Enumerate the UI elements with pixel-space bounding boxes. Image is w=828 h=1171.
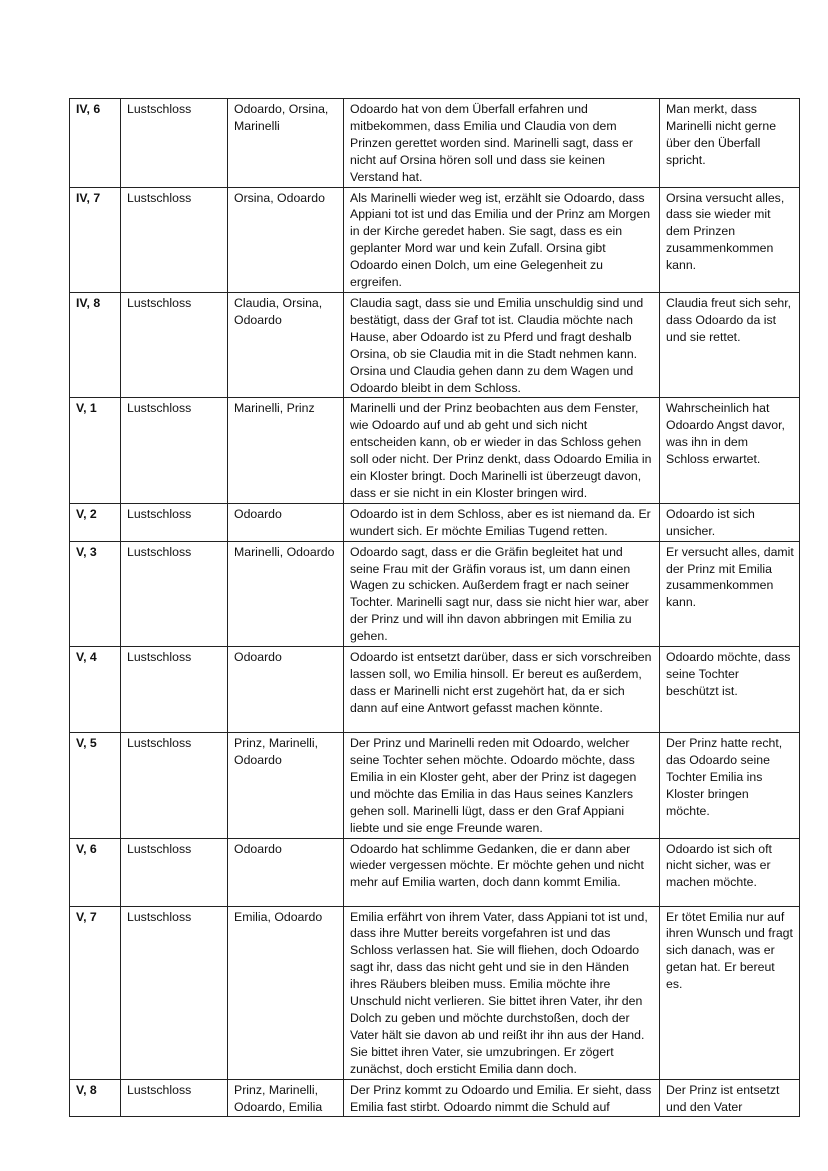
scene-persons: Odoardo	[228, 503, 344, 541]
scene-content: Odoardo ist entsetzt darüber, dass er sich vorschreiben lassen soll, wo Emilia hinsoll. Er bereut es außerdem, dass er Marinelli nicht erst zugehört hat, da er sich dann auf eine Antwort gefasst machen könnte.	[344, 647, 660, 733]
scene-persons: Marinelli, Prinz	[228, 398, 344, 503]
scene-place: Lustschloss	[121, 1079, 228, 1117]
table-row	[70, 503, 800, 541]
scene-number: V, 4	[70, 647, 121, 733]
scene-place: Lustschloss	[121, 99, 228, 188]
table-row	[70, 541, 800, 646]
scene-note: Odoardo möchte, dass seine Tochter beschützt ist.	[660, 647, 800, 733]
scene-content: Claudia sagt, dass sie und Emilia unschuldig sind und bestätigt, dass der Graf tot ist. Claudia möchte nach Hause, aber Odoardo ist zu Pferd und fragt deshalb Orsina, ob sie Claudia mit in die Stadt nehmen kann. Orsina und Claudia gehen dann zu dem Wagen und Odoardo bleibt in dem Schloss.	[344, 292, 660, 397]
scene-content: Odoardo sagt, dass er die Gräfin begleitet hat und seine Frau mit der Gräfin voraus ist, um dann einen Wagen zu schicken. Außerdem fragt er nach seiner Tochter. Marinelli sagt nur, dass sie nicht hier war, aber der Prinz und will ihn davon abbringen mit Emilia zu gehen.	[344, 541, 660, 646]
scene-persons: Odoardo	[228, 647, 344, 733]
table-row	[70, 292, 800, 397]
scene-content: Marinelli und der Prinz beobachten aus dem Fenster, wie Odoardo auf und ab geht und sich nicht entscheiden kann, ob er wieder in das Schloss gehen soll oder nicht. Der Prinz denkt, dass Odoardo Emilia in ein Kloster bringt. Doch Marinelli ist überzeugt davon, dass er sie nicht in ein Kloster bringen wird.	[344, 398, 660, 503]
scene-place: Lustschloss	[121, 541, 228, 646]
table-row	[70, 398, 800, 503]
table-row	[70, 187, 800, 292]
scene-content: Emilia erfährt von ihrem Vater, dass Appiani tot ist und, dass ihre Mutter bereits vorgefahren ist und das Schloss verlassen hat. Sie will fliehen, doch Odoardo sagt ihr, dass das nicht geht und sie in den Händen ihres Räubers bleiben muss. Emilia möchte ihre Unschuld nicht verlieren. Sie bittet ihren Vater, ihr den Dolch zu geben und möchte durchstoßen, doch der Vater hält sie davon ab und reißt ihr ihn aus der Hand. Sie bittet ihren Vater, sie umzubringen. Er zögert zunächst, doch ersticht Emilia dann doch.	[344, 906, 660, 1079]
scene-number: V, 7	[70, 906, 121, 1079]
scene-content: Odoardo hat von dem Überfall erfahren und mitbekommen, dass Emilia und Claudia von dem Prinzen gerettet worden sind. Marinelli sagt, dass er nicht auf Orsina hören soll und dass sie keinen Verstand hat.	[344, 99, 660, 188]
scene-persons: Orsina, Odoardo	[228, 187, 344, 292]
table-row	[70, 838, 800, 906]
scene-content: Odoardo hat schlimme Gedanken, die er dann aber wieder vergessen möchte. Er möchte gehen und nicht mehr auf Emilia warten, doch dann kommt Emilia.	[344, 838, 660, 906]
table-row	[70, 1079, 800, 1117]
scene-number: V, 5	[70, 733, 121, 838]
scene-persons: Odoardo, Orsina, Marinelli	[228, 99, 344, 188]
scene-content: Als Marinelli wieder weg ist, erzählt sie Odoardo, dass Appiani tot ist und das Emilia und der Prinz am Morgen in der Kirche geredet haben. Sie sagt, dass es ein geplanter Mord war und kein Zufall. Orsina gibt Odoardo einen Dolch, um eine Gelegenheit zu ergreifen.	[344, 187, 660, 292]
scene-persons: Prinz, Marinelli, Odoardo, Emilia	[228, 1079, 344, 1117]
scene-number: V, 8	[70, 1079, 121, 1117]
scene-place: Lustschloss	[121, 733, 228, 838]
scene-place: Lustschloss	[121, 187, 228, 292]
scene-place: Lustschloss	[121, 838, 228, 906]
scene-note: Odoardo ist sich oft nicht sicher, was er machen möchte.	[660, 838, 800, 906]
scene-note: Der Prinz ist entsetzt und den Vater	[660, 1079, 800, 1117]
scene-number: IV, 8	[70, 292, 121, 397]
scene-content: Der Prinz und Marinelli reden mit Odoardo, welcher seine Tochter sehen möchte. Odoardo möchte, dass Emilia in ein Kloster geht, aber der Prinz ist dagegen und möchte das Emilia in das Haus seines Kanzlers gehen soll. Marinelli lügt, dass er den Graf Appiani liebte und sie enge Freunde waren.	[344, 733, 660, 838]
table-row	[70, 733, 800, 838]
scene-table	[69, 98, 800, 1117]
table-row	[70, 99, 800, 188]
scene-note: Der Prinz hatte recht, das Odoardo seine Tochter Emilia ins Kloster bringen möchte.	[660, 733, 800, 838]
scene-note: Odoardo ist sich unsicher.	[660, 503, 800, 541]
table-row	[70, 647, 800, 733]
scene-place: Lustschloss	[121, 398, 228, 503]
scene-place: Lustschloss	[121, 292, 228, 397]
table-row	[70, 906, 800, 1079]
scene-persons: Emilia, Odoardo	[228, 906, 344, 1079]
scene-note: Er versucht alles, damit der Prinz mit Emilia zusammenkommen kann.	[660, 541, 800, 646]
scene-persons: Claudia, Orsina, Odoardo	[228, 292, 344, 397]
scene-number: IV, 6	[70, 99, 121, 188]
scene-note: Orsina versucht alles, dass sie wieder mit dem Prinzen zusammenkommen kann.	[660, 187, 800, 292]
scene-number: V, 6	[70, 838, 121, 906]
scene-note: Man merkt, dass Marinelli nicht gerne über den Überfall spricht.	[660, 99, 800, 188]
scene-note: Wahrscheinlich hat Odoardo Angst davor, was ihn in dem Schloss erwartet.	[660, 398, 800, 503]
scene-note: Er tötet Emilia nur auf ihren Wunsch und fragt sich danach, was er getan hat. Er bereut es.	[660, 906, 800, 1079]
scene-number: V, 3	[70, 541, 121, 646]
scene-persons: Marinelli, Odoardo	[228, 541, 344, 646]
scene-persons: Odoardo	[228, 838, 344, 906]
scene-number: IV, 7	[70, 187, 121, 292]
scene-place: Lustschloss	[121, 503, 228, 541]
scene-place: Lustschloss	[121, 906, 228, 1079]
scene-note: Claudia freut sich sehr, dass Odoardo da ist und sie rettet.	[660, 292, 800, 397]
scene-place: Lustschloss	[121, 647, 228, 733]
scene-persons: Prinz, Marinelli, Odoardo	[228, 733, 344, 838]
scene-number: V, 2	[70, 503, 121, 541]
scene-content: Odoardo ist in dem Schloss, aber es ist niemand da. Er wundert sich. Er möchte Emilias Tugend retten.	[344, 503, 660, 541]
scene-number: V, 1	[70, 398, 121, 503]
scene-table-body	[70, 99, 800, 1117]
scene-content: Der Prinz kommt zu Odoardo und Emilia. Er sieht, dass Emilia fast stirbt. Odoardo nimmt die Schuld auf	[344, 1079, 660, 1117]
